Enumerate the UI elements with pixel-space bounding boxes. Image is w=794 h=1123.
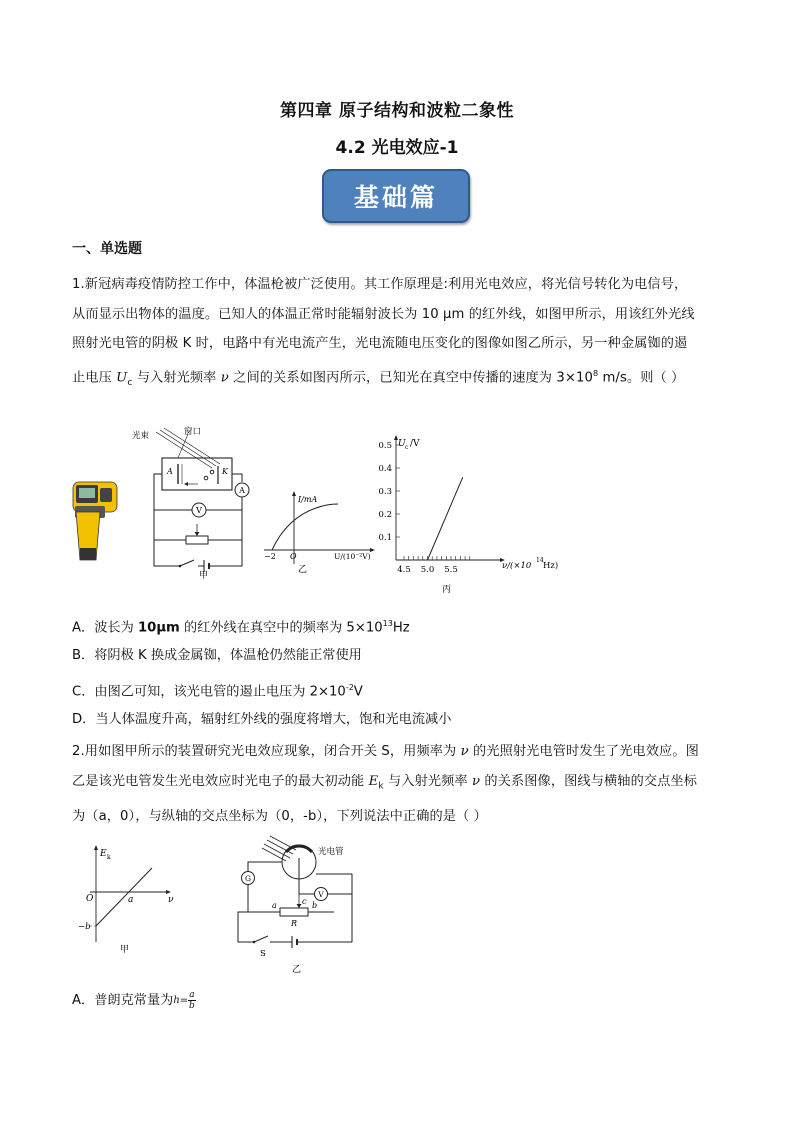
q2-figure-yi <box>234 838 364 978</box>
q2-ek-sub: k <box>378 781 384 792</box>
q1-option-a-unit: Hz <box>392 620 410 636</box>
q2-option-a-fraction <box>188 990 195 1011</box>
q1-option-b[interactable]: B．将阴极 K 换成金属铷，体温枪仍然能正常使用 <box>72 648 362 663</box>
bing-series-line <box>428 477 463 560</box>
bing-xlabel-exp: 14 <box>536 557 544 564</box>
bing-ylabel-unit: /V <box>410 439 420 449</box>
rheostat-icon <box>186 536 208 544</box>
label-cathode: K <box>222 467 228 476</box>
q2-jia-label-a: a <box>128 895 134 905</box>
bing-y-tick-label: 0.1 <box>378 533 392 543</box>
q2-line-2-c: 的关系图像，图线与横轴的交点坐标 <box>480 773 697 789</box>
q2-nu-symbol-1: ν <box>460 744 469 759</box>
q2-yi-label-v: V <box>318 890 324 899</box>
q1-uc-sub: c <box>127 377 133 388</box>
q2-ek-symbol: E <box>368 773 379 789</box>
q1-figure-yi <box>258 488 378 575</box>
q2-option-a-eq: = <box>179 994 189 1006</box>
q2-option-a-denominator: b <box>188 1001 195 1011</box>
bing-x-tick-label: 4.5 <box>397 565 411 575</box>
q2-option-a-numerator: a <box>189 990 195 1000</box>
bing-y-tick-label: 0.3 <box>378 487 392 497</box>
q1-option-c-exp: -2 <box>345 683 354 692</box>
q2-jia-ylabel-sub: k <box>107 854 111 861</box>
q1-option-c[interactable] <box>72 678 363 702</box>
label-anode: A <box>167 467 173 476</box>
q2-figure-jia <box>74 842 184 957</box>
q1-figure-bing-chart <box>368 430 568 598</box>
q1-speed-exp: 8 <box>592 368 599 378</box>
yi-origin: O <box>290 552 297 561</box>
bing-y-tick-label: 0.5 <box>378 441 392 451</box>
q1-option-c-part1: C．由图乙可知，该光电管的遏止电压为 2×10 <box>72 684 346 700</box>
q2-option-a-text: A．普朗克常量为 <box>72 992 174 1008</box>
q1-stem <box>72 270 727 398</box>
q1-line-4-d: m/s。则（ ） <box>598 369 685 385</box>
q2-stem <box>72 737 727 831</box>
q1-line-2: 从而显示出物体的温度。已知人的体温正常时能辐射波长为 10 μm 的红外线，如图甲所示，用该红外光线 <box>72 306 695 322</box>
q2-jia-label-negb: −b <box>78 922 91 932</box>
q1-line-4-b: 与入射光频率 <box>132 369 221 385</box>
q1-line-1: 1.新冠病毒疫情防控工作中，体温枪被广泛使用。其工作原理是:利用光电效应，将光信号转化为电信号， <box>72 277 688 292</box>
yi-ylabel: I/mA <box>298 495 318 504</box>
bing-xlabel: ν/(×10 <box>502 561 532 571</box>
label-window: 窗口 <box>184 427 202 437</box>
bing-y-tick-label: 0.4 <box>378 464 392 474</box>
section-heading: 一、单选题 <box>72 241 142 257</box>
q2-figure-jia-caption: 甲 <box>120 945 130 955</box>
q1-option-a-exp: 13 <box>382 619 393 628</box>
q1-uc-symbol: U <box>116 369 128 385</box>
q1-line-4 <box>72 359 727 399</box>
q1-option-a[interactable] <box>72 614 410 638</box>
lesson-title: 4.2 光电效应-1 <box>335 138 459 158</box>
q2-line-1 <box>72 737 727 767</box>
q2-yi-label-c: c <box>302 897 307 906</box>
q1-option-c-unit: V <box>353 684 363 700</box>
label-beam: 光束 <box>132 431 150 441</box>
rheostat-icon <box>280 908 308 916</box>
q1-line-3: 照射光电管的阴极 K 时，电路中有光电流产生，光电流随电压变化的图像如图乙所示，另一种金属铷的遏 <box>72 336 688 351</box>
q2-jia-xlabel: ν <box>168 895 174 905</box>
q2-yi-label-a: a <box>272 901 277 910</box>
q1-line-4-a: 止电压 <box>72 369 117 385</box>
ammeter-label: A <box>239 486 245 495</box>
bing-ylabel-sub: c <box>405 444 409 451</box>
figure-yi-caption: 乙 <box>298 565 308 575</box>
bing-y-tick-label: 0.2 <box>378 510 392 520</box>
q2-yi-label-tube: 光电管 <box>318 847 344 857</box>
q2-line-2-a: 乙是该光电管发生光电效应时光电子的最大初动能 <box>72 773 369 789</box>
voltmeter-label: V <box>196 506 202 515</box>
level-badge: 基础篇 <box>322 169 470 223</box>
figure-bing-caption: 丙 <box>442 585 452 595</box>
q2-yi-label-s: S <box>260 949 266 959</box>
q2-figure-yi-caption: 乙 <box>292 965 302 975</box>
q1-line-4-c: 之间的关系如图丙所示，已知光在真空中传播的速度为 3×10 <box>228 369 593 385</box>
q2-line-2-b: 与入射光频率 <box>383 773 472 789</box>
thermometer-gun-icon <box>73 482 117 560</box>
q2-line-2 <box>72 767 727 802</box>
q2-option-a-h: h <box>173 994 180 1006</box>
yi-tick-neg2: −2 <box>264 552 276 561</box>
q2-yi-label-g: G <box>245 874 251 883</box>
bing-ylabel: U <box>398 439 406 449</box>
q2-line-1-b: 的光照射光电管时发生了光电效应。图 <box>468 744 699 759</box>
figure-jia-caption: 甲 <box>199 571 209 581</box>
current-voltage-curve <box>272 504 338 550</box>
bing-xlabel-unit: Hz) <box>543 561 559 571</box>
q2-jia-ylabel: E <box>100 849 107 859</box>
bing-x-tick-label: 5.5 <box>444 565 458 575</box>
bing-x-tick-label: 5.0 <box>420 565 435 575</box>
q1-option-a-bold: 10μm <box>137 620 180 636</box>
q1-option-a-part2: 的红外线在真空中的频率为 5×10 <box>179 620 383 636</box>
q1-option-d[interactable]: D．当人体温度升高，辐射红外线的强度将增大，饱和光电流减小 <box>72 712 452 727</box>
q2-yi-label-b: b <box>312 901 318 910</box>
q1-option-a-part1: A．波长为 <box>72 620 138 636</box>
q2-jia-origin: O <box>86 894 94 904</box>
q1-figure-jia <box>70 420 260 580</box>
yi-xlabel: U/(10⁻²V) <box>334 552 371 561</box>
q2-line-3: 为（a，0），与纵轴的交点坐标为（0，-b），下列说法中正确的是（ ） <box>72 808 487 824</box>
chapter-title: 第四章 原子结构和波粒二象性 <box>280 101 514 121</box>
q2-nu-symbol-2: ν <box>471 773 481 789</box>
q2-line-1-a: 2.用如图甲所示的装置研究光电效应现象，闭合开关 S，用频率为 <box>72 744 461 759</box>
q2-option-a[interactable] <box>72 990 196 1011</box>
q1-nu-symbol: ν <box>220 369 229 385</box>
ek-nu-line <box>96 868 152 926</box>
q2-yi-label-r: R <box>291 919 298 928</box>
